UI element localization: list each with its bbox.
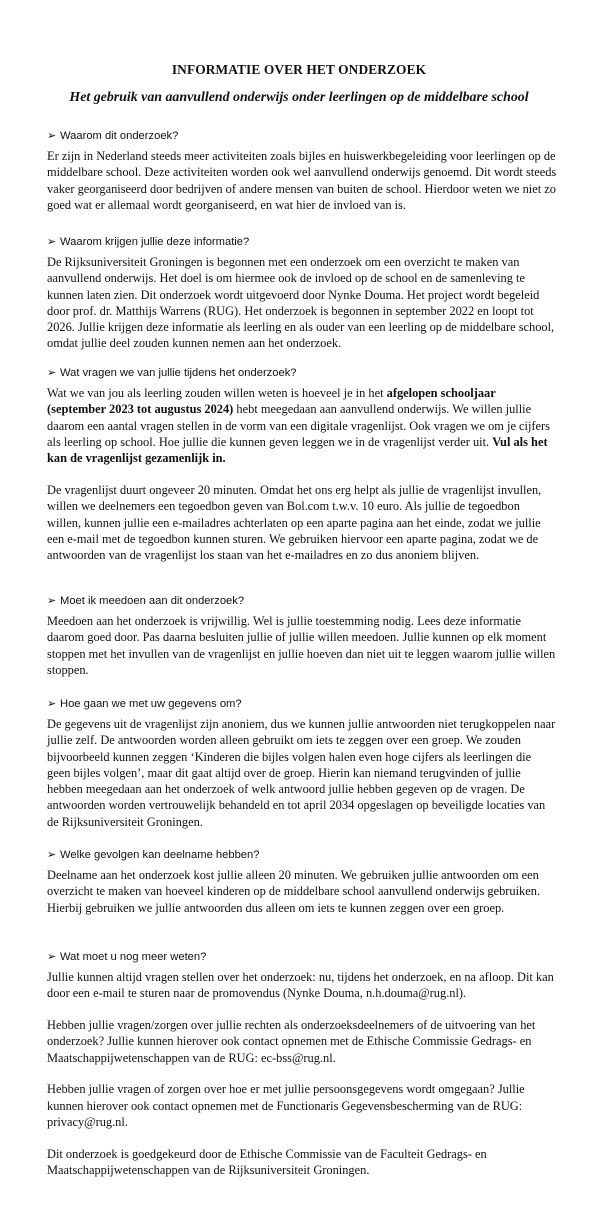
arrow-bullet-icon: ➢: [47, 367, 57, 379]
section-gegevens: [47, 697, 557, 830]
bold-emphasis-instruction: Vul als het kan de vragenlijst gezamenlijk in.: [47, 434, 548, 466]
document-subtitle: Het gebruik van aanvullend onderwijs onder leerlingen op de middelbare school: [69, 90, 529, 105]
paragraph: Er zijn in Nederland steeds meer activiteiten zoals bijles en huiswerkbegeleiding voor leerlingen op de middelbare school. Deze activiteiten worden ook wel aanvullend onderwijs genoemd. Dit wordt steeds vaker georganiseerd door bedrijven of andere mensen van buiten de school. Hierdoor weten we niet zo goed wat er allemaal wordt georganiseerd, en wat hier de invloed van is.: [47, 149, 557, 212]
document-title: INFORMATIE OVER HET ONDERZOEK: [171, 62, 427, 77]
section-heading-text: Waarom dit onderzoek?: [60, 130, 179, 142]
paragraph: Deelname aan het onderzoek kost jullie alleen 20 minuten. We gebruiken jullie antwoorden om een overzicht te maken van hoeveel kinderen op de middelbare school aanvullend onderwijs gebruiken. Hierbij gebruiken we jullie antwoorden dus alleen om iets te kunnen zeggen over een groep.: [47, 868, 541, 915]
paragraph: Jullie kunnen altijd vragen stellen over het onderzoek: nu, tijdens het onderzoek, en na afloop. Dit kan door een e-mail te sturen naar de promovendus (Nynke Douma, n.h.douma@rug.nl).: [47, 970, 554, 1001]
section-heading-text: Hoe gaan we met uw gegevens om?: [60, 698, 242, 710]
section-heading-text: Welke gevolgen kan deelname hebben?: [60, 849, 260, 861]
section-heading-text: Wat moet u nog meer weten?: [60, 951, 207, 963]
section-wat-vragen-we: [47, 366, 557, 563]
arrow-bullet-icon: ➢: [47, 951, 57, 963]
section-heading: [47, 950, 557, 964]
paragraph: De vragenlijst duurt ongeveer 20 minuten. Omdat het ons erg helpt als jullie de vragenlijst invullen, willen we deelnemers een tegoedbon geven van Bol.com t.w.v. 10 euro. Als jullie de tegoedbon willen, kunnen jullie een e-mailadres achterlaten op een aparte pagina aan het einde, zodat we jullie een e-mail met de tegoedbon kunnen sturen. We gebruiken hiervoor een aparte pagina, zodat we de antwoorden van de vragenlijst los staan van het e-mailadres en zo dus anoniem blijven.: [47, 482, 542, 563]
section-heading-text: Moet ik meedoen aan dit onderzoek?: [60, 595, 245, 607]
section-heading: [47, 697, 557, 711]
section-waarom-informatie: [47, 235, 557, 352]
paragraph-text: hebt meegedaan aan aanvullend onderwijs. We willen jullie daarom een aantal vragen stellen in de vorm van een digitale vragenlijst. Ook vragen we om je cijfers als leerling op school. Hoe jullie die kunnen geven leggen we in de vragenlijst verder uit.: [47, 402, 551, 449]
arrow-bullet-icon: ➢: [47, 595, 57, 607]
section-heading: [47, 235, 557, 249]
section-heading-text: Waarom krijgen jullie deze informatie?: [60, 236, 250, 248]
arrow-bullet-icon: ➢: [47, 236, 57, 248]
arrow-bullet-icon: ➢: [47, 130, 57, 142]
paragraph: Dit onderzoek is goedgekeurd door de Ethische Commissie van de Faculteit Gedrags- en Maatschappijwetenschappen van de Rijksuniversiteit Groningen.: [47, 1146, 487, 1178]
paragraph: De Rijksuniversiteit Groningen is begonnen met een onderzoek om een overzicht te maken van aanvullend onderwijs. Het doel is om hiermee ook de invloed op de school en de samenleving te kunnen laten zien. Dit onderzoek wordt uitgevoerd door Nynke Douma. Het project wordt begeleid door prof. dr. Matthijs Warrens (RUG). Het onderzoek is begonnen in september 2022 en loopt tot 2026. Jullie krijgen deze informatie als leerling en als ouder van een leerling op de middelbare school, omdat jullie deel zouden kunnen nemen aan het onderzoek.: [47, 255, 555, 351]
paragraph: Hebben jullie vragen/zorgen over jullie rechten als onderzoeksdeelnemers of de uitvoering van het onderzoek? Jullie kunnen hierover ook contact opnemen met de Ethische Commissie Gedrags- en Maatschappijwetenschappen van de RUG: ec-bss@rug.nl.: [47, 1018, 536, 1065]
section-heading: [47, 848, 557, 862]
section-waarom-onderzoek: [47, 129, 557, 213]
paragraph: Hebben jullie vragen of zorgen over hoe er met jullie persoonsgegevens wordt omgegaan? Jullie kunnen hierover ook contact opnemen met de Functionaris Gegevensbescherming van de RUG: privacy@rug.nl.: [47, 1082, 525, 1130]
section-heading: [47, 129, 557, 143]
paragraph: De gegevens uit de vragenlijst zijn anoniem, dus we kunnen jullie antwoorden niet terugkoppelen naar jullie zelf. De antwoorden worden alleen gebruikt om iets te zeggen over een groep. We zouden bijvoorbeeld kunnen zeggen ‘Kinderen die bijles volgen halen even hoge cijfers als leerlingen die geen bijles volgen’, maar dit gaat altijd over de groep. Hierin kan niemand terugvinden of jullie hebben meegedaan aan het onderzoek of welk antwoord jullie hebben gegeven op de vragen. De antwoorden worden vertrouwelijk behandeld en tot april 2034 opgeslagen op beveiligde locaties van de Rijksuniversiteit Groningen.: [47, 717, 556, 829]
arrow-bullet-icon: ➢: [47, 849, 57, 861]
section-heading-text: Wat vragen we van jullie tijdens het onderzoek?: [60, 367, 297, 379]
section-gevolgen: [47, 848, 557, 916]
section-heading: [47, 594, 557, 608]
bold-emphasis-period: afgelopen schooljaar (september 2023 tot augustus 2024): [47, 386, 496, 417]
section-meer-weten: [47, 950, 557, 1178]
paragraph-text: Wat we van jou als leerling zouden willen weten is hoeveel je in het: [47, 386, 387, 400]
section-meedoen: [47, 594, 557, 678]
paragraph: Meedoen aan het onderzoek is vrijwillig. Wel is jullie toestemming nodig. Lees deze informatie daarom goed door. Pas daarna besluiten jullie of jullie willen meedoen. Jullie kunnen op elk moment stoppen met het invullen van de vragenlijst en jullie hoeven dan niet uit te leggen waarom jullie willen stoppen.: [47, 614, 556, 677]
section-heading: [47, 366, 557, 380]
paragraph: [47, 385, 557, 466]
arrow-bullet-icon: ➢: [47, 698, 57, 710]
